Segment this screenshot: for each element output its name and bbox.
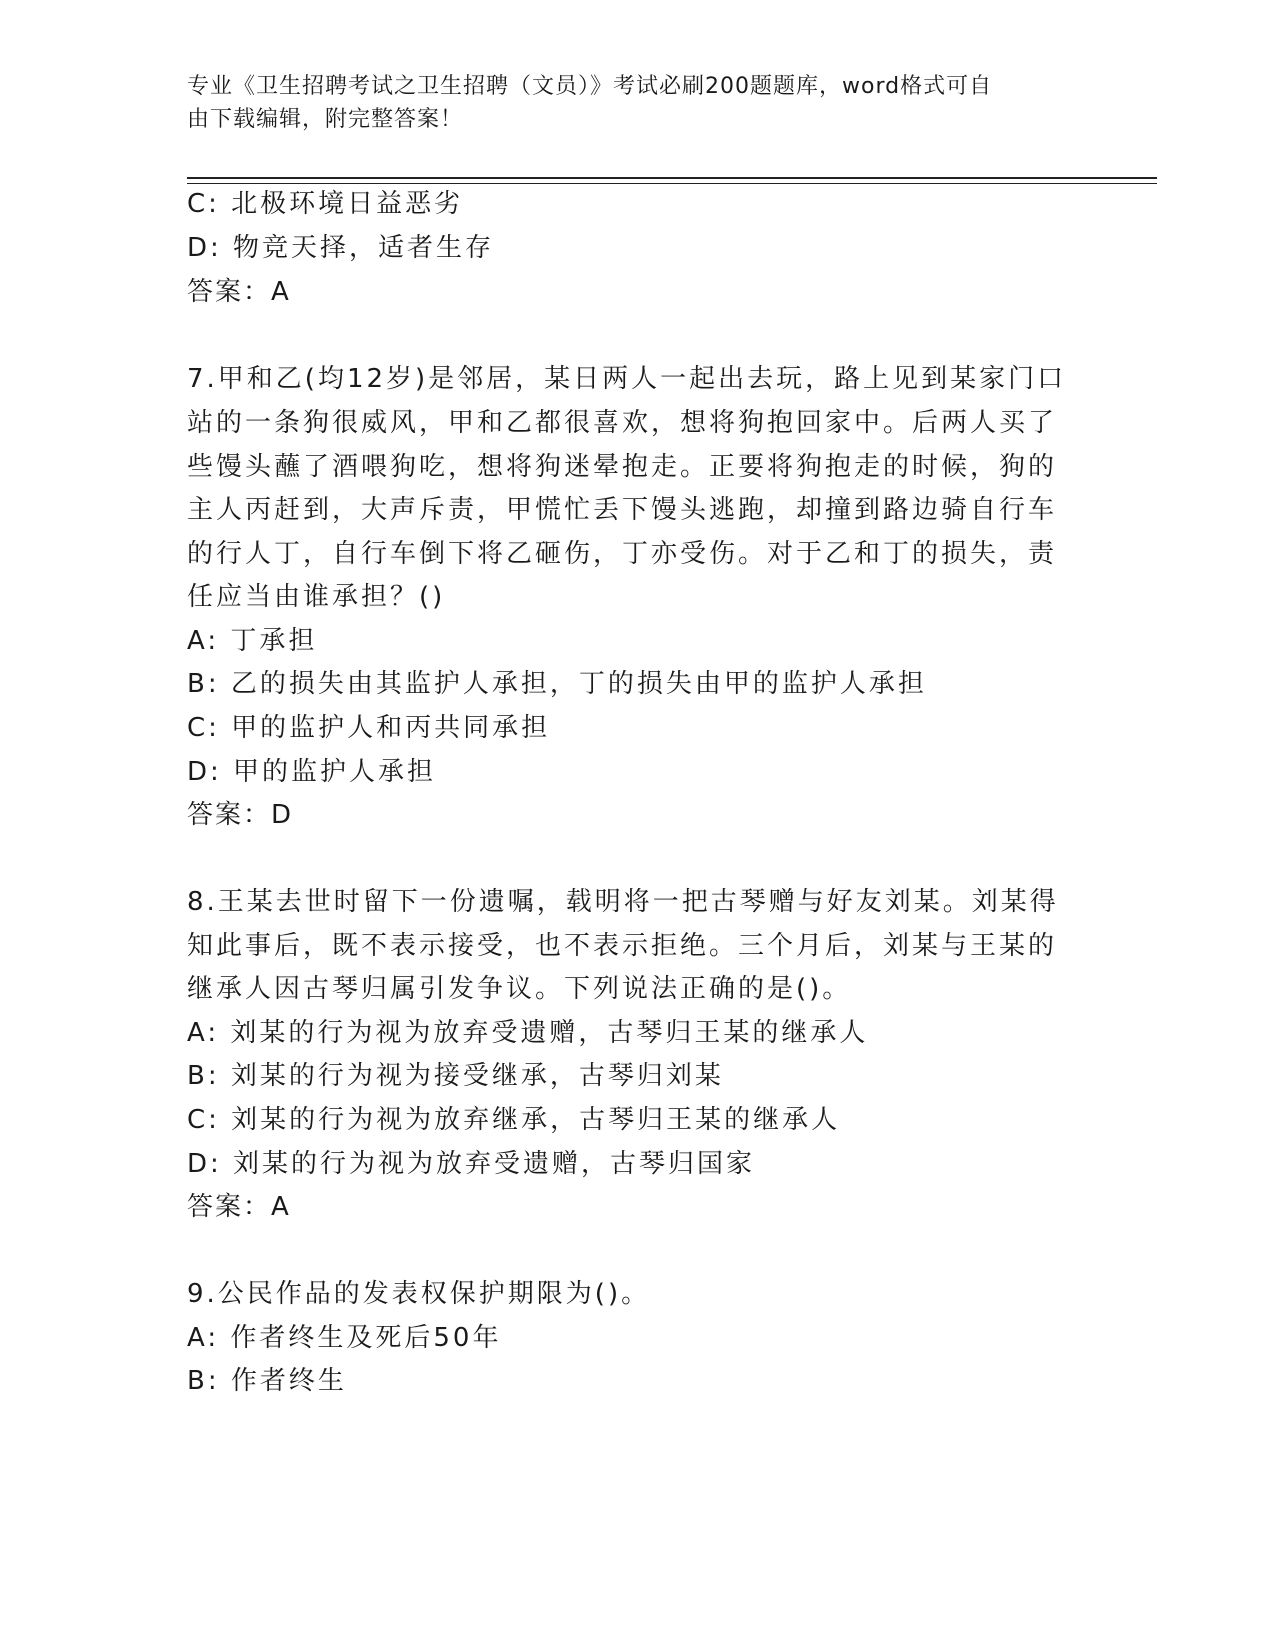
q7-stem-line-1: 7.甲和乙(均12岁)是邻居，某日两人一起出去玩，路上见到某家门口 [187,364,1067,394]
q7-option-b: B: 乙的损失由其监护人承担，丁的损失由甲的监护人承担 [187,669,927,699]
q7-option-c: C: 甲的监护人和丙共同承担 [187,713,551,743]
q7-stem-line-3: 些馒头蘸了酒喂狗吃，想将狗迷晕抱走。正要将狗抱走的时候，狗的 [187,452,1058,482]
q7-stem-line-4: 主人丙赶到，大声斥责，甲慌忙丢下馒头逃跑，却撞到路边骑自行车 [187,495,1058,525]
header-divider-thick [187,177,1157,179]
header-line-2: 由下载编辑，附完整答案！ [187,107,464,132]
header-line-1: 专业《卫生招聘考试之卫生招聘（文员）》考试必刷200题题库，word格式可自 [187,74,993,99]
q9-option-b: B: 作者终生 [187,1366,347,1396]
q7-stem-line-5: 的行人丁，自行车倒下将乙砸伤，丁亦受伤。对于乙和丁的损失，责 [187,539,1058,569]
q8-stem-line-2: 知此事后，既不表示接受，也不表示拒绝。三个月后，刘某与王某的 [187,931,1058,961]
q8-answer: 答案：A [187,1192,291,1222]
q6-answer: 答案：A [187,277,291,307]
q6-option-d: D: 物竞天择，适者生存 [187,233,495,263]
q8-stem-line-3: 继承人因古琴归属引发争议。下列说法正确的是()。 [187,974,852,1004]
q8-option-a: A: 刘某的行为视为放弃受遗赠，古琴归王某的继承人 [187,1018,869,1048]
q7-answer: 答案：D [187,800,294,830]
q8-option-d: D: 刘某的行为视为放弃受遗赠，古琴归国家 [187,1149,756,1179]
q8-option-b: B: 刘某的行为视为接受继承，古琴归刘某 [187,1061,724,1091]
q7-option-a: A: 丁承担 [187,626,318,656]
q7-option-d: D: 甲的监护人承担 [187,757,437,787]
q9-option-a: A: 作者终生及死后50年 [187,1323,502,1353]
document-header [187,70,1067,136]
q6-option-c: C: 北极环境日益恶劣 [187,189,464,219]
q7-stem-line-6: 任应当由谁承担？() [187,582,446,612]
q8-stem-line-1: 8.王某去世时留下一份遗嘱，载明将一把古琴赠与好友刘某。刘某得 [187,887,1059,917]
q9-stem-line-1: 9.公民作品的发表权保护期限为()。 [187,1279,651,1309]
q8-option-c: C: 刘某的行为视为放弃继承，古琴归王某的继承人 [187,1105,841,1135]
q7-stem-line-2: 站的一条狗很威风，甲和乙都很喜欢，想将狗抱回家中。后两人买了 [187,408,1058,438]
